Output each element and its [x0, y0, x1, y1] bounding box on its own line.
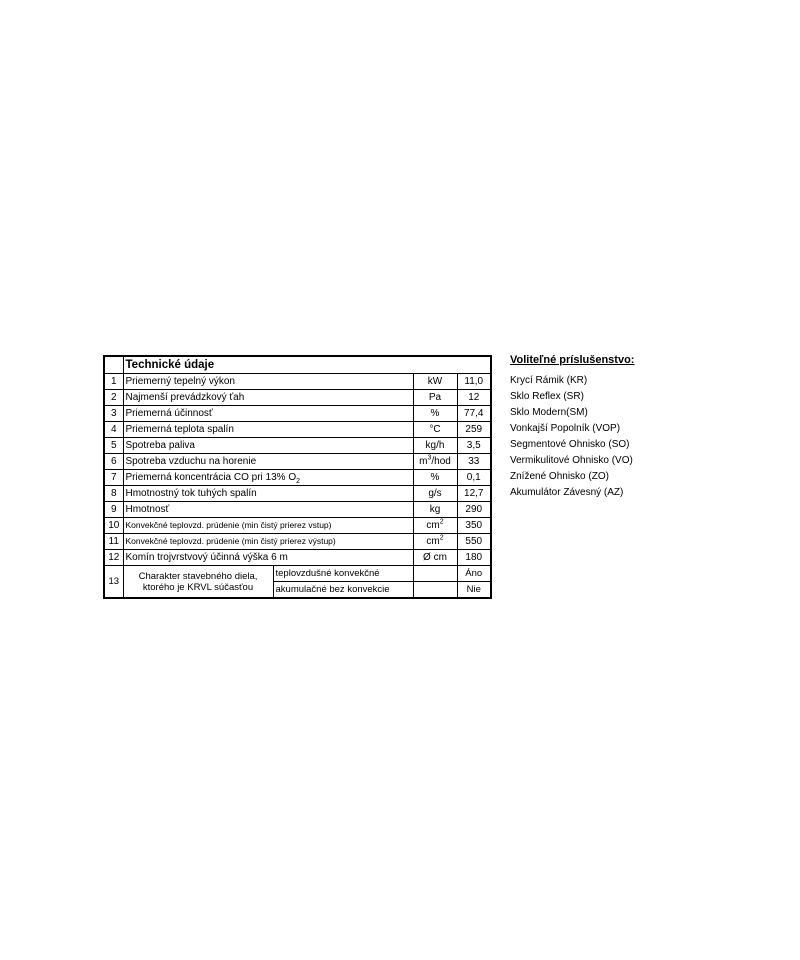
spec-sublabel: teplovzdušné konvekčné — [273, 566, 413, 582]
accessory-item: Akumulátor Závesný (AZ) — [510, 487, 624, 498]
spec-value: 12 — [457, 390, 491, 406]
spec-label: Hmotnosť — [123, 502, 413, 518]
spec-value: 12,7 — [457, 486, 491, 502]
spec-unit: kW — [413, 374, 457, 390]
spec-unit: % — [413, 470, 457, 486]
spec-label: Konvekčné teplovzd. prúdenie (min čistý prierez vstup) — [123, 518, 413, 534]
row-number: 4 — [104, 422, 123, 438]
spec-value: 33 — [457, 454, 491, 470]
spec-label: Spotreba vzduchu na horenie — [123, 454, 413, 470]
spec-value: 77,4 — [457, 406, 491, 422]
spec-label: Priemerná teplota spalín — [123, 422, 413, 438]
spec-value: Nie — [457, 582, 491, 599]
spec-value: 11,0 — [457, 374, 491, 390]
row-number: 10 — [104, 518, 123, 534]
row-number: 9 — [104, 502, 123, 518]
spec-unit: % — [413, 406, 457, 422]
spec-label: Charakter stavebného diela, ktorého je KRVL súčasťou — [123, 566, 273, 599]
spec-unit: kg — [413, 502, 457, 518]
table-row — [104, 566, 491, 582]
accessory-item: Sklo Reflex (SR) — [510, 391, 584, 402]
technical-data-table — [103, 355, 492, 599]
accessory-item: Znížené Ohnisko (ZO) — [510, 471, 609, 482]
spec-unit-empty — [413, 566, 457, 582]
row-number: 6 — [104, 454, 123, 470]
row-number: 1 — [104, 374, 123, 390]
table-row — [104, 374, 491, 390]
row-number: 13 — [104, 566, 123, 599]
row-number: 2 — [104, 390, 123, 406]
spec-label: Spotreba paliva — [123, 438, 413, 454]
table-row — [104, 406, 491, 422]
spec-value: Áno — [457, 566, 491, 582]
spec-unit: °C — [413, 422, 457, 438]
spec-label: Hmotnostný tok tuhých spalín — [123, 486, 413, 502]
accessory-item: Sklo Modern(SM) — [510, 407, 588, 418]
row-number: 11 — [104, 534, 123, 550]
spec-value: 259 — [457, 422, 491, 438]
table-row — [104, 534, 491, 550]
spec-sublabel: akumulačné bez konvekcie — [273, 582, 413, 599]
accessory-item: Krycí Rámik (KR) — [510, 375, 588, 386]
row-number: 7 — [104, 470, 123, 486]
spec-value: 0,1 — [457, 470, 491, 486]
spec-value: 3,5 — [457, 438, 491, 454]
spec-unit: $m^3$/hod — [413, 454, 457, 470]
accessories-list — [510, 354, 634, 501]
table-row — [104, 454, 491, 470]
table-row — [104, 390, 491, 406]
accessories-title: Voliteľné príslušenstvo: — [510, 354, 635, 366]
table-row — [104, 550, 491, 566]
accessory-item: Segmentové Ohnisko (SO) — [510, 439, 630, 450]
table-row — [104, 438, 491, 454]
spec-label: Komín trojvrstvový účinná výška 6 m — [123, 550, 413, 566]
spec-label: Priemerná účinnosť — [123, 406, 413, 422]
table-row — [104, 486, 491, 502]
spec-unit: kg/h — [413, 438, 457, 454]
accessory-item: Vonkajší Popolník (VOP) — [510, 423, 621, 434]
row-number: 12 — [104, 550, 123, 566]
spec-unit: Pa — [413, 390, 457, 406]
accessory-item: Vermikulitové Ohnisko (VO) — [510, 455, 633, 466]
row-number: 8 — [104, 486, 123, 502]
spec-value: 290 — [457, 502, 491, 518]
spec-unit: $cm^2$ — [413, 518, 457, 534]
spec-unit: g/s — [413, 486, 457, 502]
table-row — [104, 502, 491, 518]
row-number: 3 — [104, 406, 123, 422]
spec-value: 350 — [457, 518, 491, 534]
spec-value: 550 — [457, 534, 491, 550]
table-row — [104, 422, 491, 438]
spec-label: Priemerný tepelný výkon — [123, 374, 413, 390]
spec-value: 180 — [457, 550, 491, 566]
spec-label: Konvekčné teplovzd. prúdenie (min čistý prierez výstup) — [123, 534, 413, 550]
spec-unit: Ø cm — [413, 550, 457, 566]
table-row — [104, 518, 491, 534]
table-header-row — [104, 356, 491, 374]
header-empty-cell — [104, 356, 123, 374]
spec-label: Priemerná koncentrácia CO pri 13% $O_2$ — [123, 470, 413, 486]
spec-unit-empty — [413, 582, 457, 599]
table-row — [104, 470, 491, 486]
table-title: Technické údaje — [123, 356, 491, 374]
spec-label: Najmenší prevádzkový ťah — [123, 390, 413, 406]
row-number: 5 — [104, 438, 123, 454]
spec-unit: $cm^2$ — [413, 534, 457, 550]
